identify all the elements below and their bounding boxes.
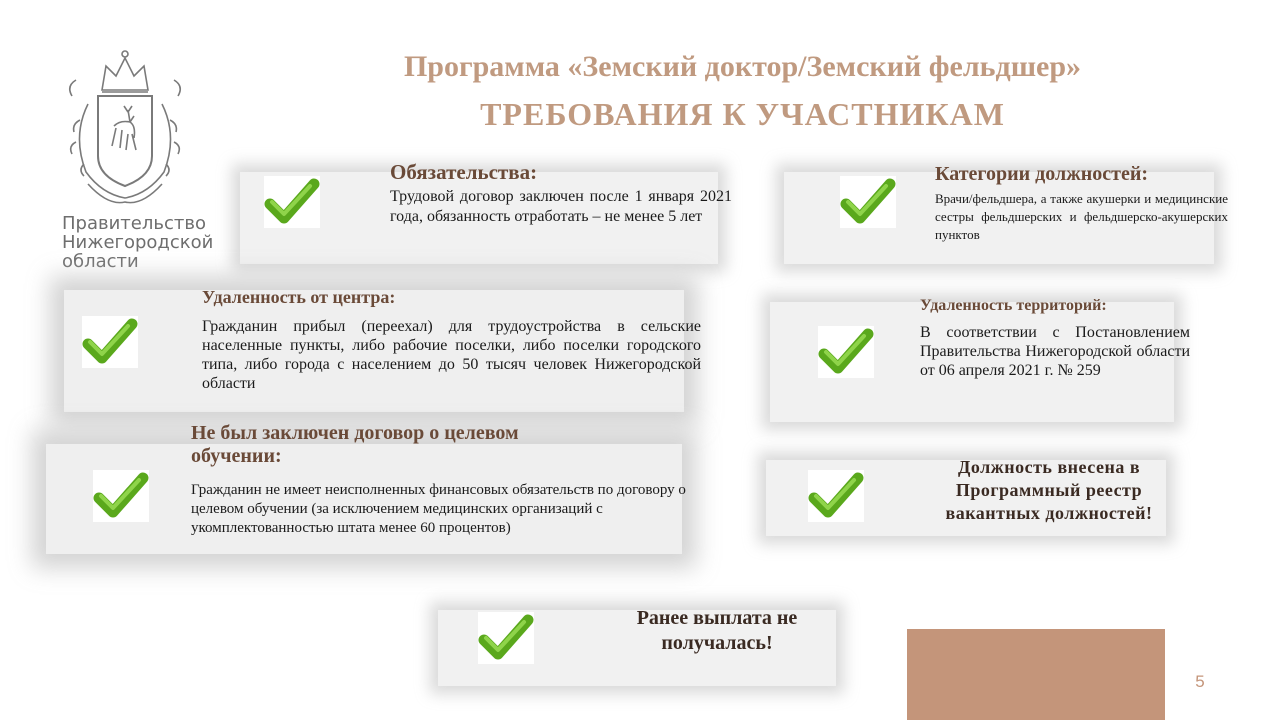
program-title: Программа «Земский доктор/Земский фельдшер» [403,50,1082,83]
checkmark-icon [80,314,140,370]
obligations-text: Трудовой договор заключен после 1 января 2021 года, обязанность отработать – не менее 5 лет [390,188,732,225]
page-number: 5 [1195,672,1205,691]
target-training-text: Гражданин не имеет неисполненных финансовых обязательств по договору о целевом обучении (за исключением медицинских организаций с укомплектованностью штата менее 60 процентов) [191,482,686,536]
distance-heading: Удаленность от центра: [202,287,396,307]
target-training-heading: Не был заключен договор о целевом обучении: [191,422,519,467]
categories-text: Врачи/фельдшера, а также акушерки и медицинские сестры фельдшерских и фельдшерско-акушерских пунктов [935,191,1228,242]
territory-text: В соответствии с Постановлением Правительства Нижегородской области от 06 апреля 2021 г. № 259 [920,324,1190,379]
territory-heading: Удаленность территорий: [920,297,1107,314]
slide-subtitle: ТРЕБОВАНИЯ К УЧАСТНИКАМ [480,96,1005,132]
org-line-2: Нижегородской [62,232,214,253]
registry-text: Должность внесена в Программный реестр вакантных должностей! [945,457,1153,523]
checkmark-icon [476,610,536,666]
checkmark-icon [806,468,866,524]
obligations-heading: Обязательства: [390,160,538,184]
distance-text: Гражданин прибыл (переехал) для трудоустройства в сельские населенные пункты, либо рабочие поселки, либо поселки городского типа, либо города с населением до 50 тысяч человек Нижегородской области [202,318,701,392]
org-line-1: Правительство [62,213,206,234]
checkmark-icon [816,324,876,380]
org-line-3: области [62,251,139,272]
payment-text: Ранее выплата не получалась! [636,607,798,654]
coat-of-arms-logo [58,46,192,210]
organization-name [62,214,232,271]
categories-heading: Категории должностей: [935,163,1149,185]
accent-block [907,629,1165,720]
checkmark-icon [91,468,151,524]
checkmark-icon [262,174,322,230]
checkmark-icon [838,174,898,230]
